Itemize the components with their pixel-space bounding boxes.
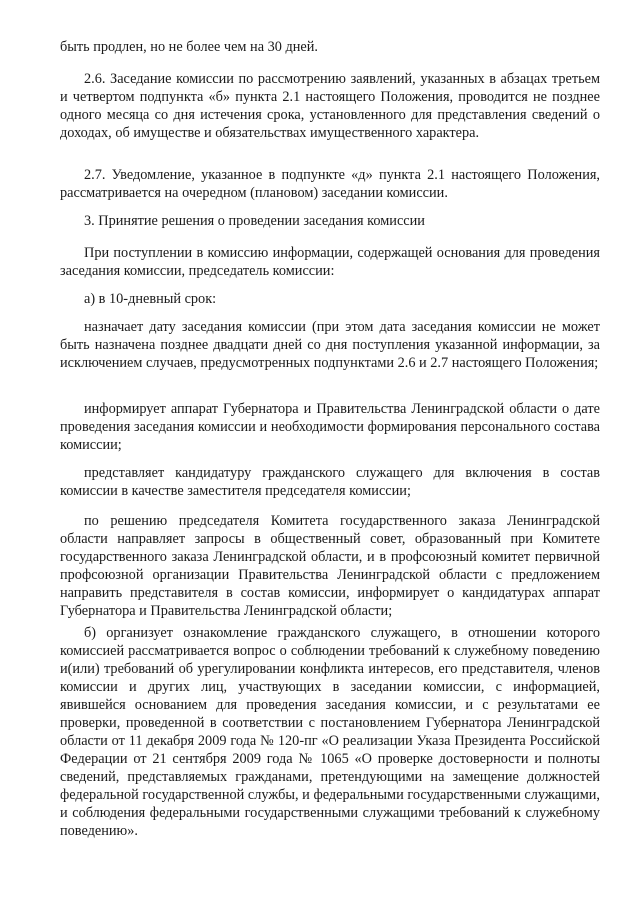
paragraph-intro: При поступлении в комиссию информации, содержащей основания для проведения заседания комиссии, председатель комиссии:: [60, 245, 600, 279]
paragraph-2-6: 2.6. Заседание комиссии по рассмотрению заявлений, указанных в абзацах третьем и четвертом подпункта «б» пункта 2.1 настоящего Положения, проводится не позднее одного месяца со дня истечения срока, установленного для представления сведений о доходах, об имуществе и обязательствах имущественного характера.: [60, 71, 600, 141]
paragraph-item-a: а) в 10-дневный срок:: [84, 291, 217, 307]
paragraph-candidate: представляет кандидатуру гражданского служащего для включения в состав комиссии в качестве заместителя председателя комиссии;: [60, 465, 600, 499]
paragraph-inform-apparatus: информирует аппарат Губернатора и Правительства Ленинградской области о дате проведения заседания комиссии и необходимости формирования персонального состава комиссии;: [60, 401, 600, 453]
paragraph-2-7: 2.7. Уведомление, указанное в подпункте «д» пункта 2.1 настоящего Положения, рассматривается на очередном (плановом) заседании комиссии.: [60, 167, 600, 201]
paragraph-date-assignment: назначает дату заседания комиссии (при этом дата заседания комиссии не может быть назначена позднее двадцати дней со дня поступления указанной информации, за исключением случаев, предусмотренных подпунктами 2.6 и 2.7 настоящего Положения;: [60, 319, 600, 371]
paragraph-continuation: быть продлен, но не более чем на 30 дней.: [60, 39, 318, 55]
paragraph-requests: по решению председателя Комитета государственного заказа Ленинградской области направляет запросы в общественный совет, образованный при Комитете государственного заказа Ленинградской области, и в профсоюзный комитет первичной профсоюзной организации Правительства Ленинградской области с предложением направить представителя в состав комиссии, информирует о кандидатурах аппарат Губернатора и Правительства Ленинградской области;: [60, 513, 600, 619]
section-heading-3: 3. Принятие решения о проведении заседания комиссии: [84, 213, 425, 229]
paragraph-item-b: б) организует ознакомление гражданского служащего, в отношении которого комиссией рассматривается вопрос о соблюдении требований к служебному поведению и(или) требований об урегулировании конфликта интересов, его представителя, членов комиссии и других лиц, участвующих в заседании комиссии, с информацией, явившейся основанием для проведения заседания комиссии, и с результатами ее проверки, проведенной в соответствии с постановлением Губернатора Ленинградской области от 11 декабря 2009 года № 120-пг «О реализации Указа Президента Российской Федерации от 21 сентября 2009 года № 1065 «О проверке достоверности и полноты сведений, представляемых гражданами, претендующими на замещение должностей федеральной государственной службы, и федеральными государственными служащими, и соблюдения федеральными государственными служащими требований к служебному поведению».: [60, 625, 600, 839]
